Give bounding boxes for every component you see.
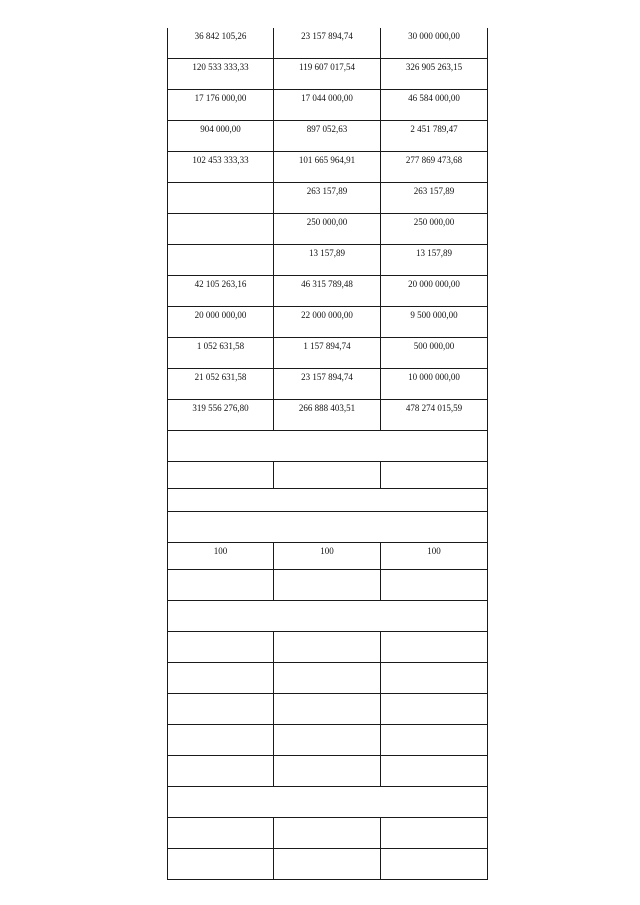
table-row [168, 214, 488, 245]
table-cell [168, 183, 274, 214]
table-row [168, 121, 488, 152]
table-row [168, 818, 488, 849]
table-row [168, 245, 488, 276]
merged-cell [168, 601, 488, 632]
table-cell [274, 632, 381, 663]
table-row [168, 90, 488, 121]
table-cell: 100 [381, 543, 488, 570]
table-row-merged [168, 601, 488, 632]
table-row [168, 543, 488, 570]
table-cell [274, 663, 381, 694]
table-cell: 100 [274, 543, 381, 570]
table-row [168, 632, 488, 663]
table-cell: 17 044 000,00 [274, 90, 381, 121]
table-cell [381, 818, 488, 849]
table-cell [168, 245, 274, 276]
table-cell [381, 462, 488, 489]
table-cell: 250 000,00 [274, 214, 381, 245]
table-row [168, 183, 488, 214]
table-cell [168, 694, 274, 725]
table-row [168, 725, 488, 756]
table-cell [274, 756, 381, 787]
table-cell: 250 000,00 [381, 214, 488, 245]
table-cell: 263 157,89 [274, 183, 381, 214]
table-cell: 10 000 000,00 [381, 369, 488, 400]
table-cell: 904 000,00 [168, 121, 274, 152]
table-row [168, 849, 488, 880]
table-cell: 20 000 000,00 [168, 307, 274, 338]
table-row [168, 400, 488, 431]
table-cell [381, 570, 488, 601]
table-cell [381, 756, 488, 787]
table-cell: 263 157,89 [381, 183, 488, 214]
table-row-merged [168, 431, 488, 462]
table-cell: 102 453 333,33 [168, 152, 274, 183]
table-cell [274, 818, 381, 849]
table-cell: 21 052 631,58 [168, 369, 274, 400]
table-cell: 478 274 015,59 [381, 400, 488, 431]
table-row [168, 756, 488, 787]
table-cell [381, 849, 488, 880]
merged-cell [168, 512, 488, 543]
table-cell: 326 905 263,15 [381, 59, 488, 90]
table-cell: 319 556 276,80 [168, 400, 274, 431]
table-cell: 119 607 017,54 [274, 59, 381, 90]
table-row [168, 307, 488, 338]
table-cell [168, 663, 274, 694]
table-cell: 30 000 000,00 [381, 28, 488, 59]
table-row [168, 276, 488, 307]
table-row [168, 369, 488, 400]
merged-cell [168, 431, 488, 462]
table-cell [168, 570, 274, 601]
table-cell [168, 632, 274, 663]
table-row [168, 338, 488, 369]
table-cell: 42 105 263,16 [168, 276, 274, 307]
merged-cell [168, 489, 488, 512]
table-cell: 1 157 894,74 [274, 338, 381, 369]
financial-table [167, 28, 488, 880]
table-cell: 897 052,63 [274, 121, 381, 152]
table-cell [168, 849, 274, 880]
table-cell: 120 533 333,33 [168, 59, 274, 90]
table-cell: 46 315 789,48 [274, 276, 381, 307]
table-cell: 46 584 000,00 [381, 90, 488, 121]
table-cell: 1 052 631,58 [168, 338, 274, 369]
table-cell: 277 869 473,68 [381, 152, 488, 183]
table-row [168, 462, 488, 489]
table-row [168, 59, 488, 90]
table-cell: 101 665 964,91 [274, 152, 381, 183]
table-cell: 36 842 105,26 [168, 28, 274, 59]
table-cell: 20 000 000,00 [381, 276, 488, 307]
table-cell [168, 818, 274, 849]
table-cell [168, 462, 274, 489]
table-cell: 23 157 894,74 [274, 369, 381, 400]
table-cell: 266 888 403,51 [274, 400, 381, 431]
table-cell [274, 462, 381, 489]
table-row-merged [168, 787, 488, 818]
table-cell [168, 214, 274, 245]
table-cell [274, 570, 381, 601]
table-cell [274, 725, 381, 756]
table-cell: 9 500 000,00 [381, 307, 488, 338]
table-row [168, 152, 488, 183]
table-cell: 23 157 894,74 [274, 28, 381, 59]
table-row [168, 694, 488, 725]
table-cell: 22 000 000,00 [274, 307, 381, 338]
table-cell [381, 725, 488, 756]
table-cell: 13 157,89 [274, 245, 381, 276]
table-row [168, 663, 488, 694]
table-cell: 2 451 789,47 [381, 121, 488, 152]
table-row-merged [168, 489, 488, 512]
table-cell [274, 694, 381, 725]
table-row [168, 570, 488, 601]
table-cell [274, 849, 381, 880]
table-cell [168, 725, 274, 756]
table-cell: 100 [168, 543, 274, 570]
table-row-merged [168, 512, 488, 543]
table-cell: 500 000,00 [381, 338, 488, 369]
table-cell: 13 157,89 [381, 245, 488, 276]
table-cell [381, 632, 488, 663]
table-row [168, 28, 488, 59]
merged-cell [168, 787, 488, 818]
table-cell [381, 663, 488, 694]
table-cell: 17 176 000,00 [168, 90, 274, 121]
table-cell [168, 756, 274, 787]
table-cell [381, 694, 488, 725]
